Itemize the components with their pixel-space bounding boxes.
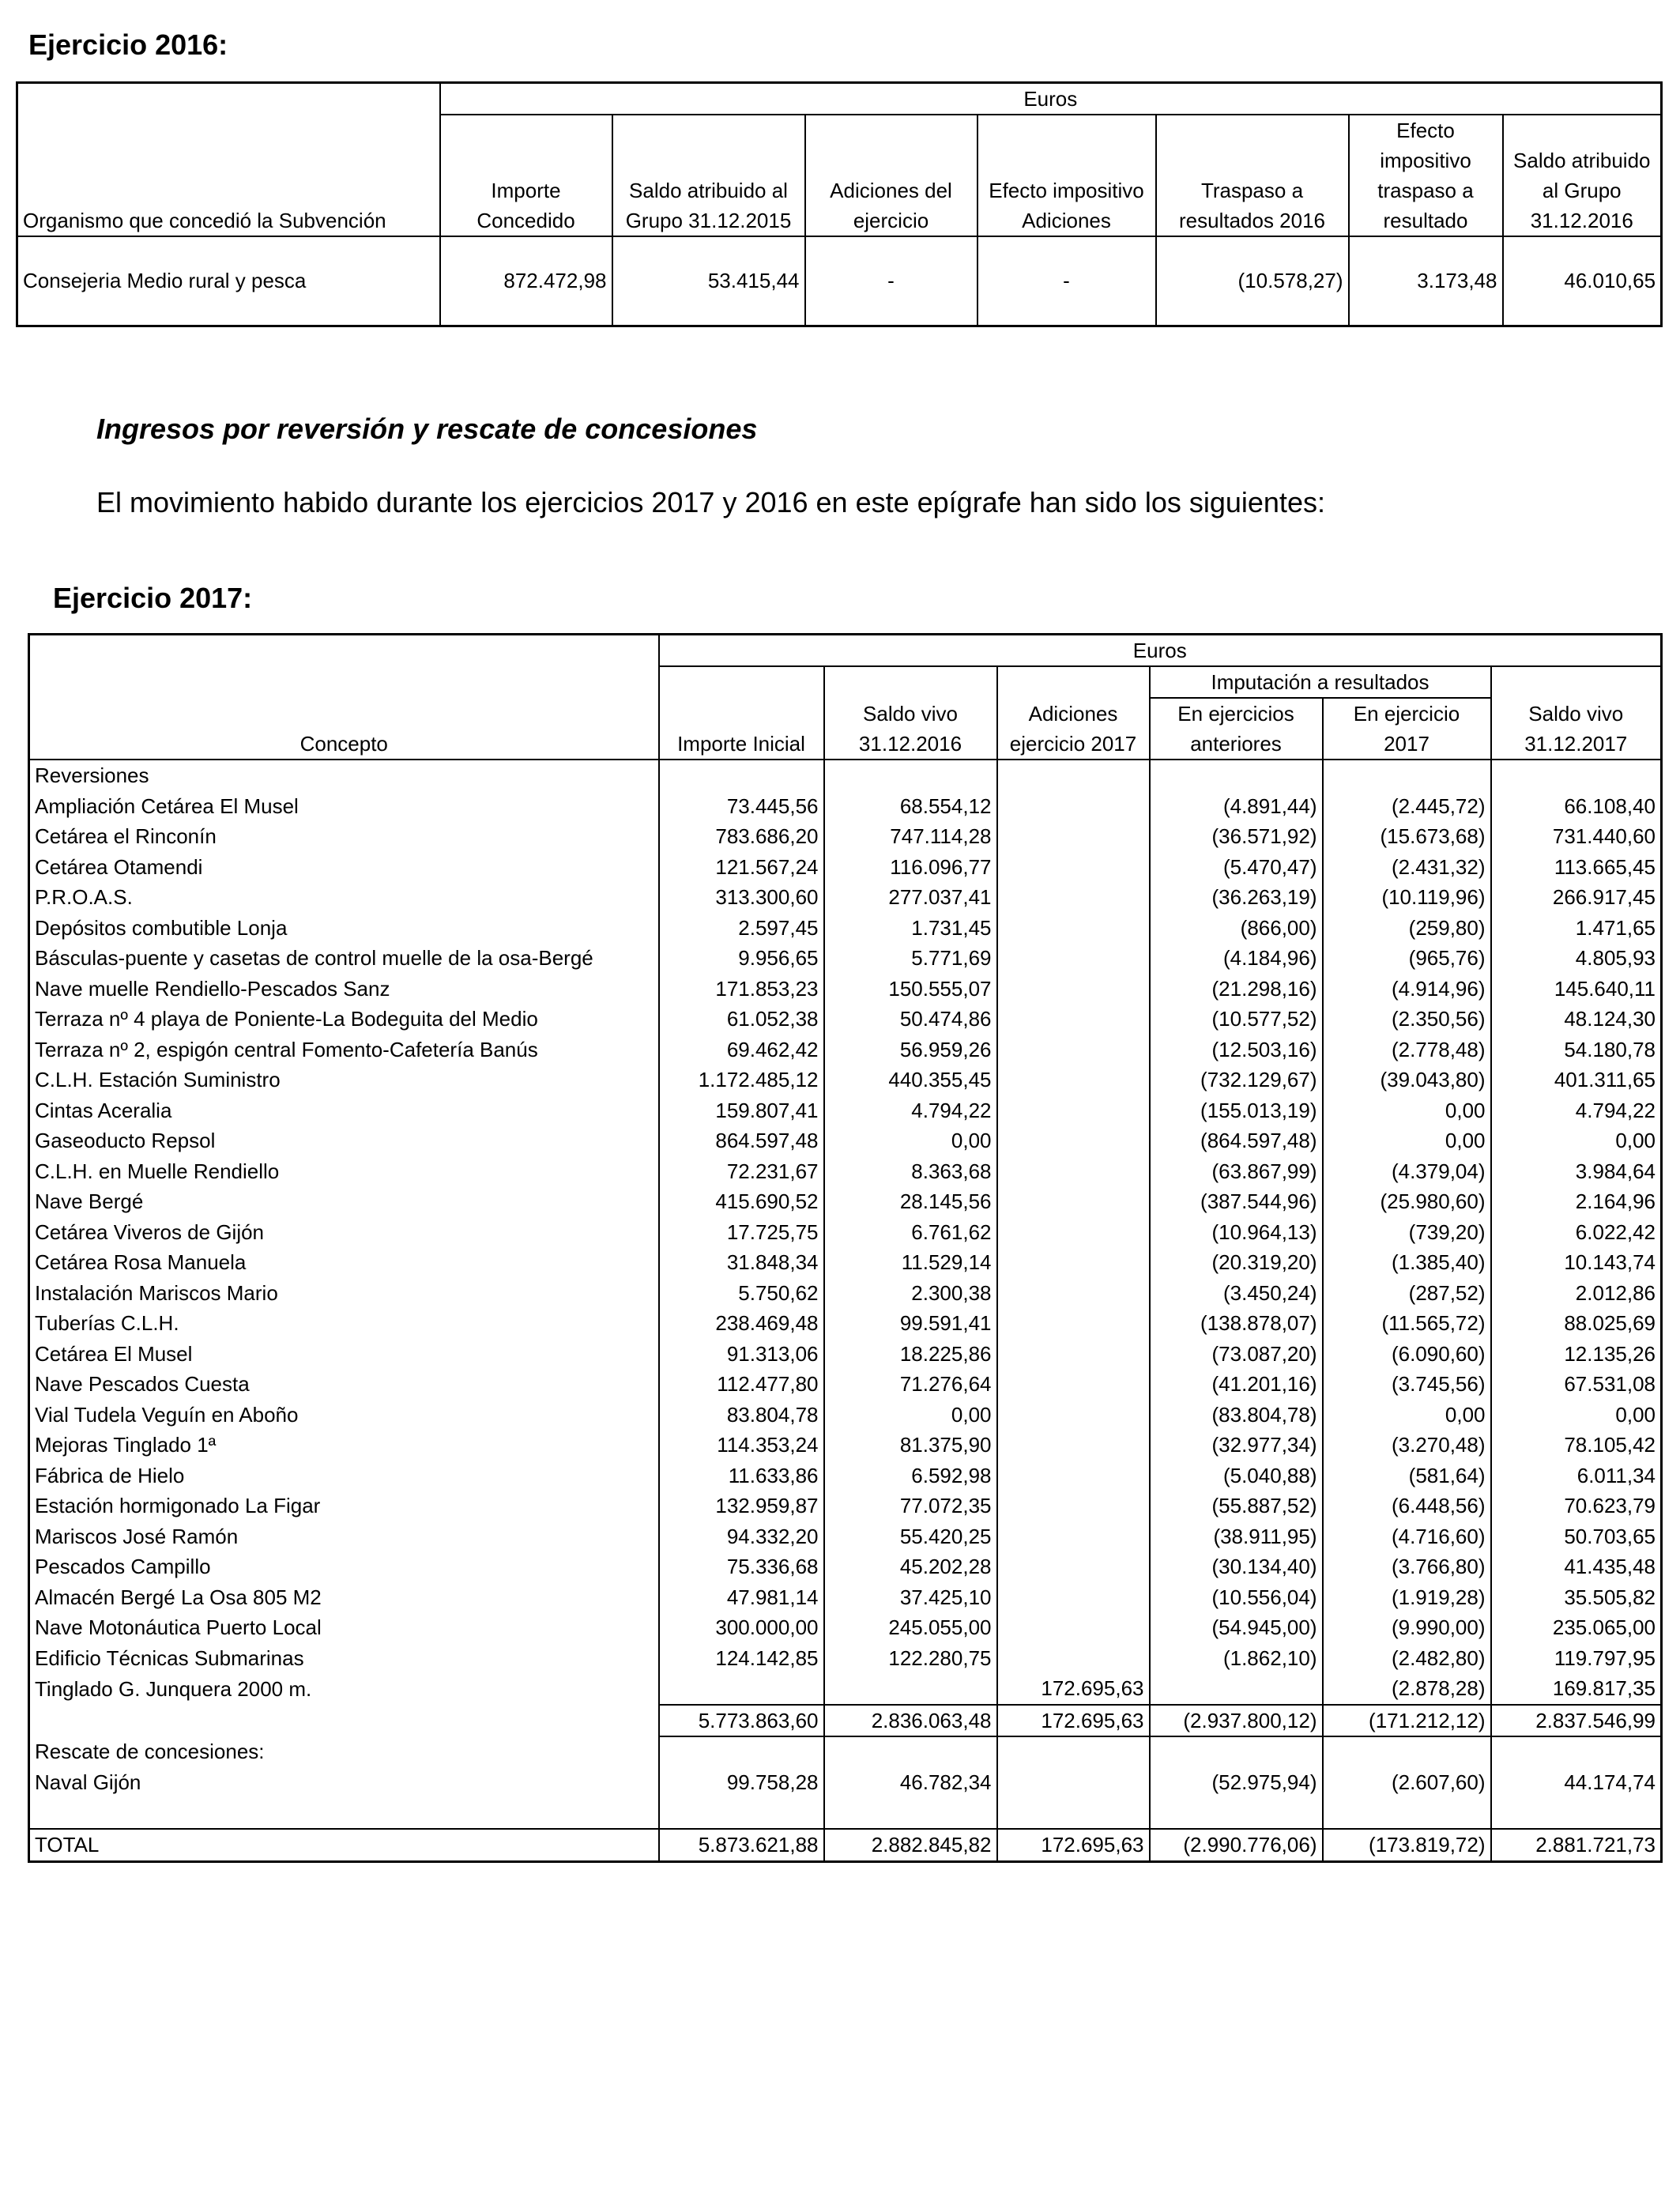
table-row — [29, 1065, 1662, 1095]
row-value: 69.462,42 — [659, 1035, 824, 1065]
table-row — [29, 1035, 1662, 1065]
row-value: 61.052,38 — [659, 1004, 824, 1035]
table-row — [29, 1643, 1662, 1674]
row-value: 72.231,67 — [659, 1156, 824, 1187]
row-concept: Cetárea el Rinconín — [35, 824, 217, 848]
row-value: 11.529,14 — [824, 1247, 997, 1278]
table-row — [29, 1521, 1662, 1552]
row-value: 11.633,86 — [659, 1461, 824, 1491]
row-value — [997, 852, 1150, 883]
row-value — [997, 1278, 1150, 1309]
row-value: (36.571,92) — [1150, 821, 1323, 852]
row-concept: Gaseoducto Repsol — [35, 1129, 216, 1152]
row-value: 68.554,12 — [824, 791, 997, 822]
row-concept: Pescados Campillo — [35, 1555, 211, 1578]
row-value: 171.853,23 — [659, 974, 824, 1005]
row-value: 0,00 — [1323, 1095, 1491, 1126]
row-value: 6.022,42 — [1491, 1217, 1662, 1248]
section-row-rescate: Rescate de concesiones: — [29, 1736, 1662, 1767]
row-value — [997, 1308, 1150, 1339]
table-row — [29, 1369, 1662, 1400]
row-value: (30.134,40) — [1150, 1551, 1323, 1582]
row-value: 9.956,65 — [659, 943, 824, 974]
table-row: Consejeria Medio rural y pesca 872.472,98 53.415,44 - - (10.578,27) 3.173,48 46.010,65 — [17, 236, 1662, 326]
row-value: (20.319,20) — [1150, 1247, 1323, 1278]
row-concept: Fábrica de Hielo — [35, 1463, 185, 1487]
row-value: 731.440,60 — [1491, 821, 1662, 852]
row-value: (1.862,10) — [1150, 1643, 1323, 1674]
row-value: 266.917,45 — [1491, 882, 1662, 913]
table-row — [29, 943, 1662, 974]
row-value: 4.805,93 — [1491, 943, 1662, 974]
row-value: 91.313,06 — [659, 1339, 824, 1370]
row-concept: Cetárea Rosa Manuela — [35, 1250, 247, 1274]
table-row — [29, 1095, 1662, 1126]
row-value: 132.959,87 — [659, 1491, 824, 1521]
table-row — [29, 1217, 1662, 1248]
table-row — [29, 1400, 1662, 1431]
section-heading-reversion: Ingresos por reversión y rescate de concesiones — [96, 413, 758, 445]
row-value — [997, 1217, 1150, 1248]
row-value: 0,00 — [1491, 1400, 1662, 1431]
table-row — [29, 1339, 1662, 1370]
row-value: 1.731,45 — [824, 913, 997, 944]
row-value: 70.623,79 — [1491, 1491, 1662, 1521]
row-value — [997, 943, 1150, 974]
row-value — [997, 1582, 1150, 1613]
row-value: 12.135,26 — [1491, 1339, 1662, 1370]
row-concept: Estación hormigonado La Figar — [35, 1494, 321, 1517]
row-value: (25.980,60) — [1323, 1186, 1491, 1217]
col-importe-inicial: Importe Inicial — [659, 698, 824, 760]
row-value: 50.703,65 — [1491, 1521, 1662, 1552]
row-value: (2.778,48) — [1323, 1035, 1491, 1065]
row-value: 5.771,69 — [824, 943, 997, 974]
row-value: (32.977,34) — [1150, 1430, 1323, 1461]
row-value: 48.124,30 — [1491, 1004, 1662, 1035]
subtotal-row: 5.773.863,60 2.836.063,48 172.695,63 (2.937.800,12) (171.212,12) 2.837.546,99 — [29, 1705, 1662, 1737]
row-value — [997, 1551, 1150, 1582]
row-value: (387.544,96) — [1150, 1186, 1323, 1217]
row-value: (83.804,78) — [1150, 1400, 1323, 1431]
row-concept: P.R.O.A.S. — [35, 885, 133, 909]
col-saldo-2015: Saldo atribuido al Grupo 31.12.2015 — [612, 115, 805, 236]
row-concept: Cetárea El Musel — [35, 1341, 193, 1366]
row-value — [997, 1491, 1150, 1521]
table-row — [29, 1551, 1662, 1582]
table-row — [29, 1308, 1662, 1339]
row-concept: Terraza nº 4 playa de Poniente-La Bodeguita del Medio — [35, 1007, 538, 1031]
table-row — [29, 791, 1662, 822]
row-concept: Nave muelle Rendiello-Pescados Sanz — [35, 976, 390, 1001]
row-value: (9.990,00) — [1323, 1612, 1491, 1643]
row-value: 415.690,52 — [659, 1186, 824, 1217]
row-value: 121.567,24 — [659, 852, 824, 883]
row-value: (2.482,80) — [1323, 1643, 1491, 1674]
row-value: 0,00 — [1323, 1125, 1491, 1156]
row-value: 83.804,78 — [659, 1400, 824, 1431]
table-row — [29, 974, 1662, 1005]
row-value — [997, 1369, 1150, 1400]
row-value: (41.201,16) — [1150, 1369, 1323, 1400]
row-value: 78.105,42 — [1491, 1430, 1662, 1461]
row-value: (2.445,72) — [1323, 791, 1491, 822]
row-value: 3.984,64 — [1491, 1156, 1662, 1187]
total-row: TOTAL 5.873.621,88 2.882.845,82 172.695,63 (2.990.776,06) (173.819,72) 2.881.721,73 — [29, 1829, 1662, 1861]
row-value: 37.425,10 — [824, 1582, 997, 1613]
row-value: 150.555,07 — [824, 974, 997, 1005]
table-row — [29, 1278, 1662, 1309]
row-concept: Cintas Aceralia — [35, 1098, 172, 1122]
table-row — [29, 1125, 1662, 1156]
row-value: (866,00) — [1150, 913, 1323, 944]
euros-header: Euros — [440, 83, 1662, 115]
reversiones-rows — [29, 791, 1662, 1705]
row-value: 99.591,41 — [824, 1308, 997, 1339]
table-row — [29, 882, 1662, 913]
row-value: (5.470,47) — [1150, 852, 1323, 883]
row-value — [997, 1035, 1150, 1065]
row-value — [1150, 1673, 1323, 1705]
table-row — [29, 1673, 1662, 1705]
row-value: 238.469,48 — [659, 1308, 824, 1339]
table-row — [29, 821, 1662, 852]
col-organismo: Organismo que concedió la Subvención — [17, 115, 440, 236]
row-value: (4.914,96) — [1323, 974, 1491, 1005]
row-value: (4.379,04) — [1323, 1156, 1491, 1187]
row-concept: Vial Tudela Veguín en Aboño — [35, 1402, 299, 1427]
row-value: 71.276,64 — [824, 1369, 997, 1400]
row-value: 124.142,85 — [659, 1643, 824, 1674]
table-row — [29, 1186, 1662, 1217]
row-value: 6.011,34 — [1491, 1461, 1662, 1491]
row-value: 2.300,38 — [824, 1278, 997, 1309]
table-row — [29, 1461, 1662, 1491]
row-value: 94.332,20 — [659, 1521, 824, 1552]
row-value: 55.420,25 — [824, 1521, 997, 1552]
row-value: 0,00 — [824, 1125, 997, 1156]
row-value — [997, 974, 1150, 1005]
row-value — [824, 1673, 997, 1705]
row-value — [997, 791, 1150, 822]
row-concept: Edificio Técnicas Submarinas — [35, 1646, 304, 1670]
row-value: 401.311,65 — [1491, 1065, 1662, 1095]
row-value: (5.040,88) — [1150, 1461, 1323, 1491]
table-row — [29, 1430, 1662, 1461]
row-value — [997, 1400, 1150, 1431]
row-concept: Tuberías C.L.H. — [35, 1311, 179, 1335]
row-value: 112.477,80 — [659, 1369, 824, 1400]
table-row — [29, 1582, 1662, 1613]
subsidy-table-2016 — [16, 81, 1663, 327]
row-value: (12.503,16) — [1150, 1035, 1323, 1065]
row-value: 17.725,75 — [659, 1217, 824, 1248]
row-value — [997, 1156, 1150, 1187]
row-value: (55.887,52) — [1150, 1491, 1323, 1521]
row-value — [997, 1186, 1150, 1217]
row-value: 277.037,41 — [824, 882, 997, 913]
row-value: 0,00 — [1323, 1400, 1491, 1431]
row-value: 0,00 — [824, 1400, 997, 1431]
table-row: Naval Gijón 99.758,28 46.782,34 (52.975,94) (2.607,60) 44.174,74 — [29, 1767, 1662, 1798]
row-value: (4.184,96) — [1150, 943, 1323, 974]
table-row — [29, 1612, 1662, 1643]
row-concept: Mariscos José Ramón — [35, 1524, 239, 1548]
row-value: 56.959,26 — [824, 1035, 997, 1065]
section-row-reversiones: Reversiones — [29, 760, 1662, 791]
row-value: 8.363,68 — [824, 1156, 997, 1187]
row-value: 6.761,62 — [824, 1217, 997, 1248]
row-value: (155.013,19) — [1150, 1095, 1323, 1126]
row-value: (2.350,56) — [1323, 1004, 1491, 1035]
row-value: 1.471,65 — [1491, 913, 1662, 944]
row-value — [997, 1339, 1150, 1370]
row-value: (10.577,52) — [1150, 1004, 1323, 1035]
row-concept: C.L.H. en Muelle Rendiello — [35, 1159, 280, 1183]
row-value: 1.172.485,12 — [659, 1065, 824, 1095]
row-value: 114.353,24 — [659, 1430, 824, 1461]
row-value: (3.270,48) — [1323, 1430, 1491, 1461]
row-value: (259,80) — [1323, 913, 1491, 944]
row-value: (15.673,68) — [1323, 821, 1491, 852]
row-value: 2.164,96 — [1491, 1186, 1662, 1217]
row-value — [997, 1521, 1150, 1552]
row-value — [659, 1673, 824, 1705]
row-value: (10.964,13) — [1150, 1217, 1323, 1248]
row-value: (4.716,60) — [1323, 1521, 1491, 1552]
row-value: 145.640,11 — [1491, 974, 1662, 1005]
table-row — [29, 1004, 1662, 1035]
row-value: (3.745,56) — [1323, 1369, 1491, 1400]
row-value: 54.180,78 — [1491, 1035, 1662, 1065]
row-value — [997, 1247, 1150, 1278]
row-concept: Instalación Mariscos Mario — [35, 1280, 278, 1305]
row-value: (3.450,24) — [1150, 1278, 1323, 1309]
row-value: 4.794,22 — [1491, 1095, 1662, 1126]
row-value: 119.797,95 — [1491, 1643, 1662, 1674]
row-value: 313.300,60 — [659, 882, 824, 913]
row-value: (10.119,96) — [1323, 882, 1491, 913]
row-concept: Nave Bergé — [35, 1189, 144, 1213]
row-value: (138.878,07) — [1150, 1308, 1323, 1339]
row-concept: Cetárea Otamendi — [35, 854, 203, 879]
row-value: 245.055,00 — [824, 1612, 997, 1643]
col-ejercicio-2017: En ejercicio 2017 — [1323, 698, 1491, 760]
row-value: (2.878,28) — [1323, 1673, 1491, 1705]
row-value — [997, 1461, 1150, 1491]
col-ejercicios-anteriores: En ejercicios anteriores — [1150, 698, 1323, 760]
row-value: (732.129,67) — [1150, 1065, 1323, 1095]
spacer-row — [29, 1797, 1662, 1829]
row-value: 0,00 — [1491, 1125, 1662, 1156]
row-value — [997, 1004, 1150, 1035]
row-value: (6.448,56) — [1323, 1491, 1491, 1521]
imputacion-header: Imputación a resultados — [1150, 666, 1491, 698]
row-value: 45.202,28 — [824, 1551, 997, 1582]
col-traspaso: Traspaso a resultados 2016 — [1156, 115, 1349, 236]
row-value: 31.848,34 — [659, 1247, 824, 1278]
row-value: 4.794,22 — [824, 1095, 997, 1126]
row-value: 18.225,86 — [824, 1339, 997, 1370]
row-value: 73.445,56 — [659, 791, 824, 822]
row-value: 67.531,08 — [1491, 1369, 1662, 1400]
table-row — [29, 913, 1662, 944]
row-value: (10.556,04) — [1150, 1582, 1323, 1613]
euros-header-2017: Euros — [659, 635, 1662, 667]
row-value: (1.385,40) — [1323, 1247, 1491, 1278]
row-concept: Tinglado G. Junquera 2000 m. — [35, 1676, 312, 1701]
table-row — [29, 1156, 1662, 1187]
row-value: 35.505,82 — [1491, 1582, 1662, 1613]
row-value — [997, 1065, 1150, 1095]
row-concept: Depósitos combutible Lonja — [35, 915, 288, 940]
row-value: 122.280,75 — [824, 1643, 997, 1674]
section-paragraph: El movimiento habido durante los ejercicios 2017 y 2016 en este epígrafe han sido los siguientes: — [96, 486, 1325, 518]
row-value: 116.096,77 — [824, 852, 997, 883]
row-value — [997, 1612, 1150, 1643]
row-value — [997, 1643, 1150, 1674]
row-value: (4.891,44) — [1150, 791, 1323, 822]
row-value: 6.592,98 — [824, 1461, 997, 1491]
row-value: 28.145,56 — [824, 1186, 997, 1217]
row-value: 66.108,40 — [1491, 791, 1662, 822]
row-value: (36.263,19) — [1150, 882, 1323, 913]
row-value: 88.025,69 — [1491, 1308, 1662, 1339]
row-value: 747.114,28 — [824, 821, 997, 852]
row-concept: Ampliación Cetárea El Musel — [35, 794, 299, 818]
row-value: 864.597,48 — [659, 1125, 824, 1156]
row-value: (63.867,99) — [1150, 1156, 1323, 1187]
row-value: 75.336,68 — [659, 1551, 824, 1582]
row-value: (39.043,80) — [1323, 1065, 1491, 1095]
col-efecto-traspaso: Efecto impositivo traspaso a resultado — [1349, 115, 1503, 236]
table-row — [29, 1247, 1662, 1278]
row-value: 41.435,48 — [1491, 1551, 1662, 1582]
row-value: (864.597,48) — [1150, 1125, 1323, 1156]
row-value: 5.750,62 — [659, 1278, 824, 1309]
row-value: 81.375,90 — [824, 1430, 997, 1461]
row-value: 2.012,86 — [1491, 1278, 1662, 1309]
row-value — [997, 821, 1150, 852]
row-concept: Básculas-puente y casetas de control muelle de la osa-Bergé — [35, 946, 593, 970]
row-value: 300.000,00 — [659, 1612, 824, 1643]
row-concept: C.L.H. Estación Suministro — [35, 1068, 281, 1091]
col-efecto-adiciones: Efecto impositivo Adiciones — [977, 115, 1156, 236]
col-concepto: Concepto — [29, 698, 659, 760]
row-value: 113.665,45 — [1491, 852, 1662, 883]
row-value: 159.807,41 — [659, 1095, 824, 1126]
row-concept: Almacén Bergé La Osa 805 M2 — [35, 1585, 322, 1609]
row-value: (21.298,16) — [1150, 974, 1323, 1005]
row-value: (11.565,72) — [1323, 1308, 1491, 1339]
table-row — [29, 852, 1662, 883]
row-value: (965,76) — [1323, 943, 1491, 974]
col-saldo-2017: Saldo vivo 31.12.2017 — [1491, 698, 1662, 760]
row-value: (1.919,28) — [1323, 1582, 1491, 1613]
row-value — [997, 1430, 1150, 1461]
row-value: 77.072,35 — [824, 1491, 997, 1521]
row-value: (6.090,60) — [1323, 1339, 1491, 1370]
row-value: (73.087,20) — [1150, 1339, 1323, 1370]
row-concept: Mejoras Tinglado 1ª — [35, 1433, 217, 1457]
row-value: 783.686,20 — [659, 821, 824, 852]
col-importe-concedido: Importe Concedido — [440, 115, 612, 236]
row-value: (2.431,32) — [1323, 852, 1491, 883]
row-concept: Nave Pescados Cuesta — [35, 1372, 250, 1396]
row-value — [997, 1125, 1150, 1156]
concessions-table-2017 — [28, 633, 1663, 1863]
section-title-2017: Ejercicio 2017: — [53, 582, 253, 614]
col-saldo-2016: Saldo vivo 31.12.2016 — [824, 698, 997, 760]
row-value: 2.597,45 — [659, 913, 824, 944]
row-concept: Nave Motonáutica Puerto Local — [35, 1615, 322, 1639]
row-value: (54.945,00) — [1150, 1612, 1323, 1643]
row-value: 10.143,74 — [1491, 1247, 1662, 1278]
row-value: (287,52) — [1323, 1278, 1491, 1309]
row-value — [997, 1095, 1150, 1126]
row-value: 47.981,14 — [659, 1582, 824, 1613]
row-value: 440.355,45 — [824, 1065, 997, 1095]
row-value: (739,20) — [1323, 1217, 1491, 1248]
col-adiciones-2017: Adiciones ejercicio 2017 — [997, 698, 1150, 760]
section-title-2016: Ejercicio 2016: — [28, 28, 228, 61]
col-adiciones: Adiciones del ejercicio — [805, 115, 977, 236]
row-concept: Terraza nº 2, espigón central Fomento-Cafetería Banús — [35, 1037, 538, 1061]
row-value — [997, 882, 1150, 913]
row-concept: Cetárea Viveros de Gijón — [35, 1220, 265, 1244]
row-value: 235.065,00 — [1491, 1612, 1662, 1643]
row-value: 172.695,63 — [997, 1673, 1150, 1705]
row-value: (38.911,95) — [1150, 1521, 1323, 1552]
row-value — [997, 913, 1150, 944]
row-value: (581,64) — [1323, 1461, 1491, 1491]
row-value: 50.474,86 — [824, 1004, 997, 1035]
col-saldo-2016: Saldo atribuido al Grupo 31.12.2016 — [1503, 115, 1662, 236]
row-value: 169.817,35 — [1491, 1673, 1662, 1705]
row-value: (3.766,80) — [1323, 1551, 1491, 1582]
table-row — [29, 1491, 1662, 1521]
